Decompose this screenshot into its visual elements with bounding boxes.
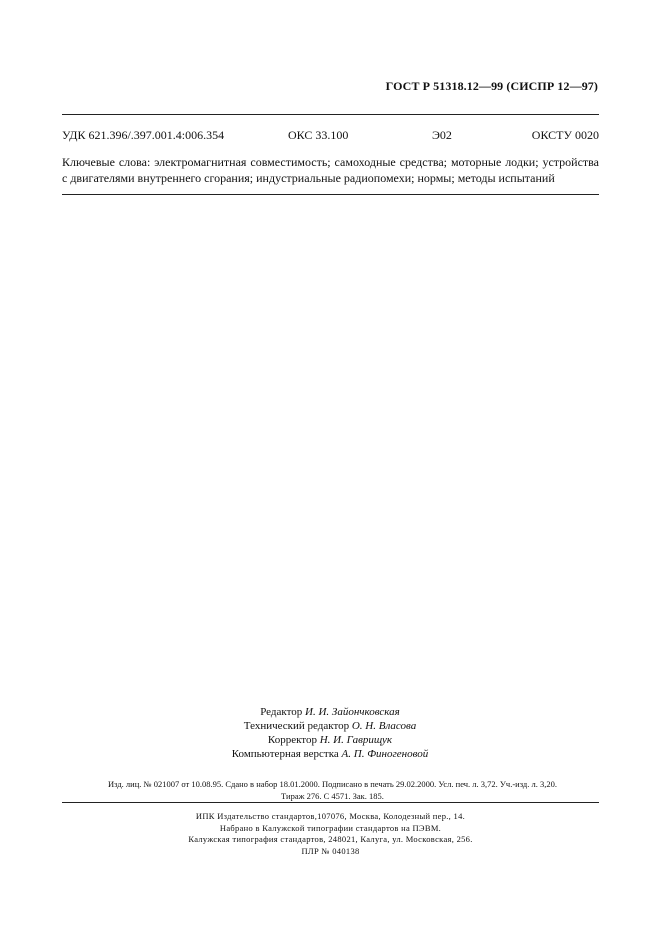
credit-editor bbox=[200, 705, 460, 719]
publication-info bbox=[66, 778, 599, 802]
credit-name: А. П. Финогеновой bbox=[341, 748, 429, 760]
printing-line: ИПК Издательство стандартов,107076, Москва, Колодезный пер., 14. bbox=[195, 811, 466, 821]
credit-role: Корректор bbox=[267, 734, 317, 746]
keywords-line: Ключевые слова: электромагнитная совместимость; самоходные средства; моторные лодки; устройства bbox=[62, 155, 599, 169]
publication-line: Изд. лиц. № 021007 от 10.08.95. Сдано в набор 18.01.2000. Подписано в печать 29.02.2000. Усл. печ. л. 3,72. Уч.-изд. л. 3,20. bbox=[108, 779, 557, 789]
publication-divider bbox=[62, 802, 599, 803]
credit-role: Компьютерная верстка bbox=[231, 748, 339, 760]
credits-block bbox=[200, 705, 460, 761]
printing-line: Набрано в Калужской типографии стандартов на ПЭВМ. bbox=[219, 822, 442, 833]
classification-row bbox=[62, 128, 599, 144]
credit-tech-editor bbox=[200, 719, 460, 733]
keywords-line: с двигателями внутреннего сгорания; индустриальные радиопомехи; нормы; методы испытаний bbox=[62, 171, 555, 185]
top-divider bbox=[62, 114, 599, 115]
credit-proofreader bbox=[200, 733, 460, 747]
udk-code: УДК 621.396/.397.001.4:006.354 bbox=[62, 128, 225, 142]
group-code: Э02 bbox=[432, 128, 452, 142]
credit-name: Н. И. Гаврищук bbox=[319, 734, 393, 746]
printing-info bbox=[62, 811, 599, 857]
credit-role: Редактор bbox=[260, 706, 303, 718]
keywords bbox=[62, 154, 599, 186]
printing-line: Калужская типография стандартов, 248021, Калуга, ул. Московская, 256. bbox=[188, 834, 473, 844]
credit-layout bbox=[200, 747, 460, 761]
standard-code: ГОСТ Р 51318.12—99 (СИСПР 12—97) bbox=[385, 79, 598, 93]
credit-role: Технический редактор bbox=[243, 720, 350, 732]
keywords-divider bbox=[62, 194, 599, 195]
printing-line: ПЛР № 040138 bbox=[301, 845, 360, 856]
oks-code: ОКС 33.100 bbox=[288, 128, 349, 142]
okstu-code: ОКСТУ 0020 bbox=[531, 128, 599, 142]
credit-name: О. Н. Власова bbox=[351, 720, 417, 732]
publication-line: Тираж 276. С 4571. Зак. 185. bbox=[281, 791, 384, 801]
credit-name: И. И. Зайончковская bbox=[305, 706, 400, 718]
